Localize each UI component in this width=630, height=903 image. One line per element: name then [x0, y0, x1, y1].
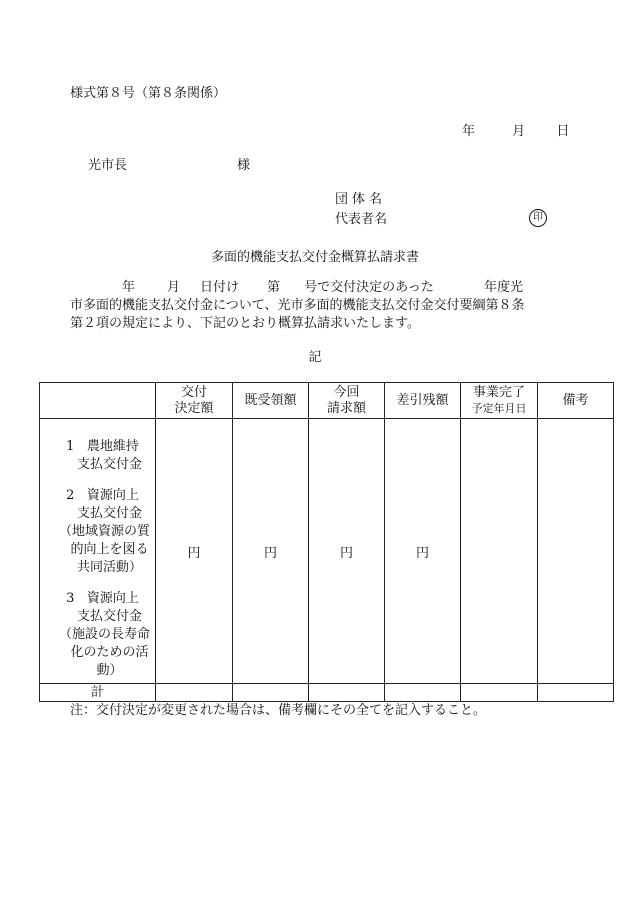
form-number: 様式第８号（第８条関係） — [70, 86, 227, 101]
list-item: 2 資源向上 支払交付金 （地域資源の質 的向上を図る 共同活動） — [58, 488, 150, 575]
table-header-row — [40, 383, 614, 419]
header-received-amount: 既受領額 — [233, 383, 309, 419]
date-month: 月 — [512, 124, 526, 139]
total-request-cell[interactable] — [309, 684, 385, 702]
date-line — [462, 124, 569, 140]
remarks-cell[interactable] — [538, 419, 614, 684]
representative-label: 代表者名 — [335, 212, 388, 227]
balance-cell[interactable]: 円 — [385, 419, 461, 684]
addressee-honorific: 様 — [237, 158, 251, 173]
received-amount-cell[interactable]: 円 — [233, 419, 309, 684]
body-line-2: 市多面的機能支払交付金について、光市多面的機能支払交付金交付要綱第８条 — [70, 298, 525, 313]
total-row — [40, 684, 614, 702]
header-current-request: 今回 請求額 — [309, 383, 385, 419]
request-table — [39, 382, 614, 702]
body-line-1: 年 月 日付け 第 号で交付決定のあった 年度光 — [122, 280, 523, 295]
list-item: 1 農地維持 支払交付金 — [66, 439, 142, 472]
total-label: 計 — [40, 684, 156, 702]
total-date-cell[interactable] — [461, 684, 538, 702]
date-year: 年 — [462, 124, 476, 139]
completion-date-cell[interactable] — [461, 419, 538, 684]
addressee — [88, 158, 250, 174]
total-balance-cell[interactable] — [385, 684, 461, 702]
current-request-cell[interactable]: 円 — [309, 419, 385, 684]
item-list-cell — [40, 419, 156, 684]
ki-heading: 記 — [308, 350, 322, 365]
date-day: 日 — [556, 124, 570, 139]
list-item: 3 資源向上 支払交付金 （施設の長寿命 化のための活 動） — [58, 591, 150, 678]
total-remarks-cell[interactable] — [538, 684, 614, 702]
total-received-cell[interactable] — [233, 684, 309, 702]
total-decision-cell[interactable] — [156, 684, 233, 702]
footnote: 注：交付決定が変更された場合は、備考欄にその全てを記入すること。 — [70, 703, 487, 718]
document-title: 多面的機能支払交付金概算払請求書 — [210, 250, 419, 265]
table-row — [40, 419, 614, 684]
header-remarks: 備考 — [538, 383, 614, 419]
addressee-name: 光市長 — [88, 158, 128, 173]
header-decision-amount: 交付 決定額 — [156, 383, 233, 419]
decision-amount-cell[interactable]: 円 — [156, 419, 233, 684]
header-item — [40, 383, 156, 419]
body-text — [70, 279, 565, 333]
body-line-3: 第２項の規定により、下記のとおり概算払請求いたします。 — [70, 316, 420, 331]
header-completion-date: 事業完了 予定年月日 — [461, 383, 538, 419]
seal-mark: 印 — [529, 209, 547, 227]
header-balance: 差引残額 — [385, 383, 461, 419]
org-name-label: 団体名 — [335, 192, 387, 207]
